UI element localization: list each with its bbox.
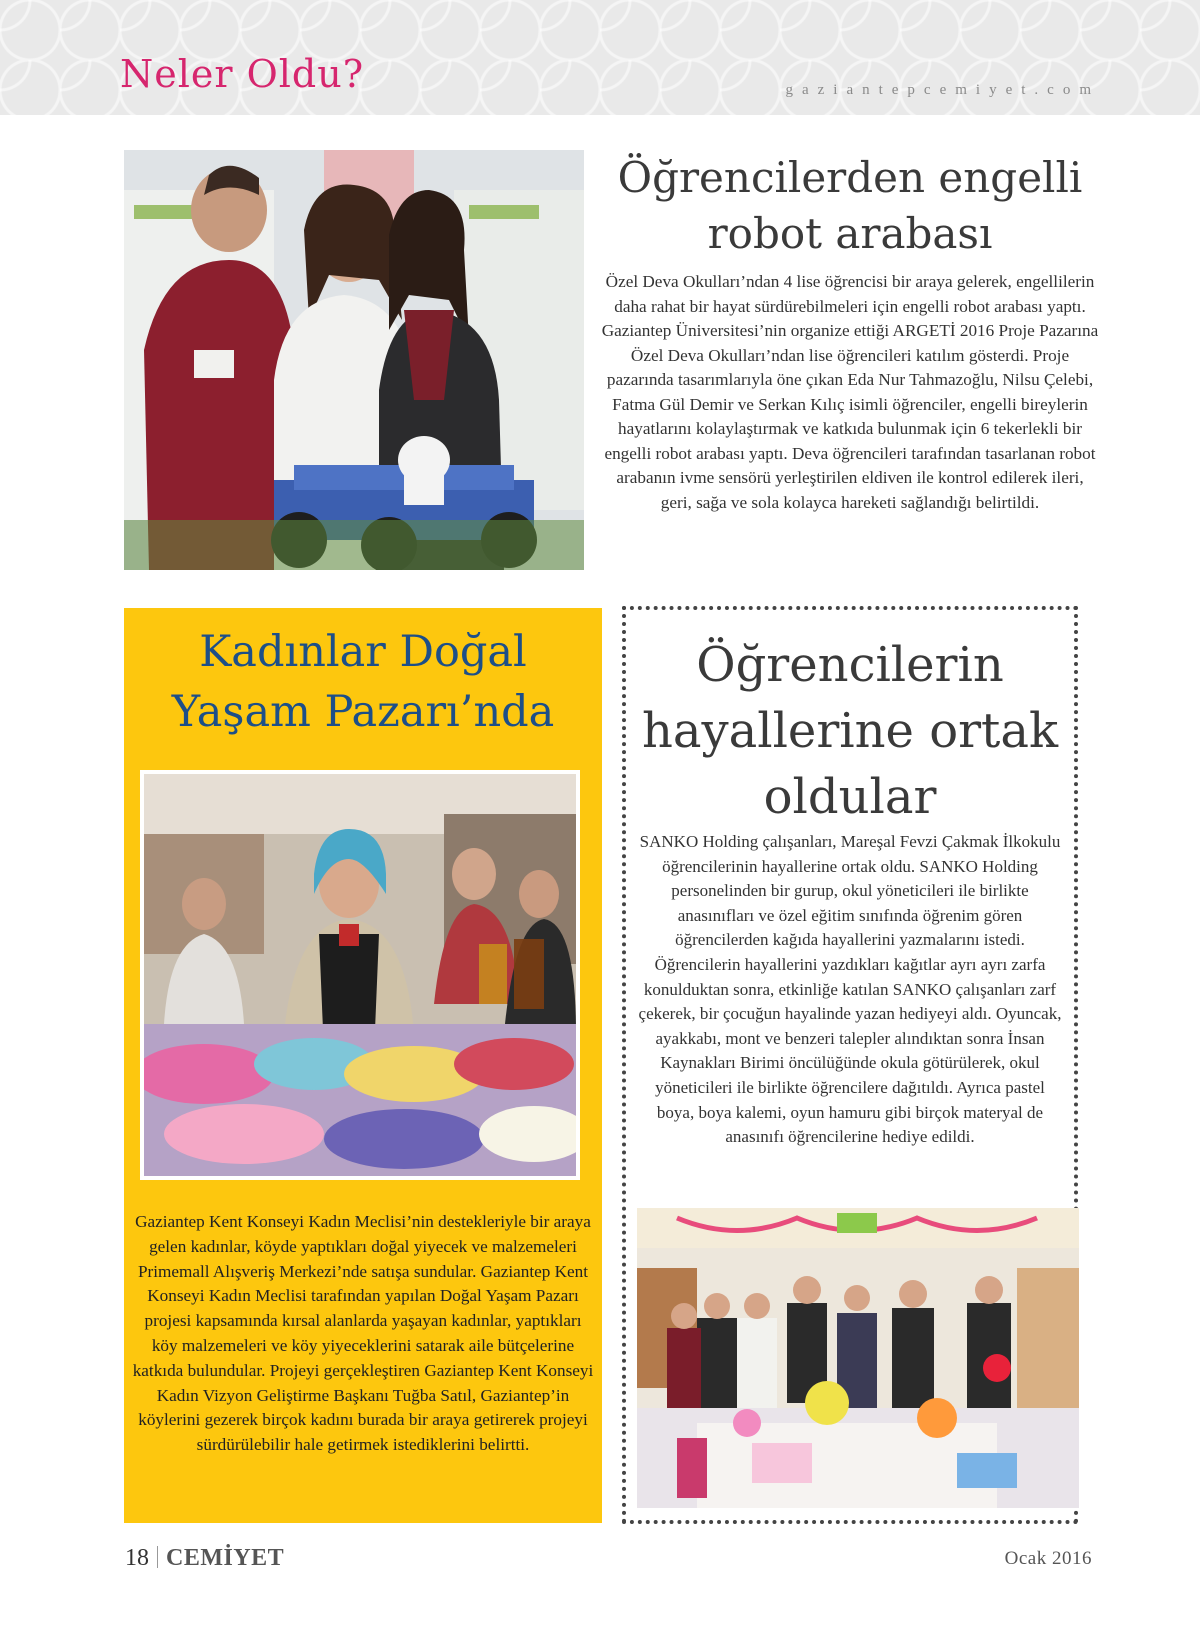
article3-body: SANKO Holding çalışanları, Mareşal Fevzi Çakmak İlkokulu öğrencilerinin hayallerine ortak oldu. SANKO Holding personelinden bir gurup, okul yöneticileri ile birlikte anasınıfları ve özel eğitim sınıfında öğrenim gören öğrencilerden kağıda hayallerini yazmalarını istedi. Öğrencilerin hayallerini yazdıkları kağıtlar ayrı ayrı zarfa konulduktan sonra, etkinliğe katılan SANKO çalışanları zarf çekerek, bir çocuğun hayalinde yazan hediyeyi aldı. Oyuncak, ayakkabı, mont ve benzeri talepler alındıktan sonra İnsan Kaynakları Birimi öncülüğünde okula götürülerek, okul yöneticileri ile birlikte öğrencilere dağıtıldı. Ayrıca pastel boya, boya kalemi, oyun hamuru gibi birçok materyal de anasınıfı öğrencilerine hediye edildi.	[638, 832, 1062, 1147]
article1-title: Öğrencilerden engelli robot arabası	[617, 153, 1083, 258]
school-group-photo	[637, 1208, 1079, 1508]
robot-car-photo	[124, 150, 584, 570]
article3-title: Öğrencilerin hayallerine ortak oldular	[641, 637, 1059, 825]
market-photo	[140, 770, 580, 1180]
article2-title: Kadınlar Doğal Yaşam Pazarı’nda	[171, 627, 555, 737]
footer-divider	[157, 1546, 158, 1568]
section-title: Neler Oldu?	[120, 52, 365, 96]
website-url: gaziantepcemiyet.com	[785, 82, 1100, 98]
page-number: 18	[125, 1545, 149, 1571]
magazine-name: CEMİYET	[166, 1545, 285, 1571]
article2-body: Gaziantep Kent Konseyi Kadın Meclisi’nin destekleriyle bir araya gelen kadınlar, köyde yaptıkları doğal yiyecek ve malzemeleri Primemall Alışveriş Merkezi’nde satışa sundular. Gaziantep Kent Konseyi Kadın Meclisi tarafından yapılan Doğal Yaşam Pazarı projesi kapsamında kırsal alanlarda yaşayan kadınlar, yaptıkları köy malzemeleri ve köy yiyeceklerini satarak aile bütçelerine katkıda bulundular. Projeyi gerçekleştiren Gaziantep Kent Konseyi Kadın Vizyon Geliştirme Başkanı Tuğba Satıl, Gaziantep’in köylerini gezerek birçok kadını burada bir araya getirerek projeyi sürdürülebilir hale getirmek istediklerini belirtti.	[132, 1212, 594, 1455]
article1-body: Özel Deva Okulları’ndan 4 lise öğrencisi bir araya gelerek, engellilerin daha rahat bir hayat sürdürebilmeleri için engelli robot arabası yaptı. Gaziantep Üniversitesi’nin organize ettiği ARGETİ 2016 Proje Pazarına Özel Deva Okulları’ndan lise öğrencileri katılım gösterdi. Proje pazarında tasarımlarıyla öne çıkan Eda Nur Tahmazoğlu, Nilsu Çelebi, Fatma Gül Demir ve Serkan Kılıç isimli öğrenciler, engelli bireylerin hayatlarını kolaylaştırmak ve katkıda bulunmak için 6 tekerlekli bir engelli robot arabası yaptı. Deva öğrencileri tarafından tasarlanan robot arabanın ivme sensörü yerleştirilen eldiven ile kontrol edilerek ileri, geri, sağa ve sola kolayca hareketi sağlandığı belirtildi.	[601, 272, 1099, 512]
issue-date: Ocak 2016	[1004, 1548, 1092, 1569]
page-footer-left	[125, 1545, 284, 1572]
